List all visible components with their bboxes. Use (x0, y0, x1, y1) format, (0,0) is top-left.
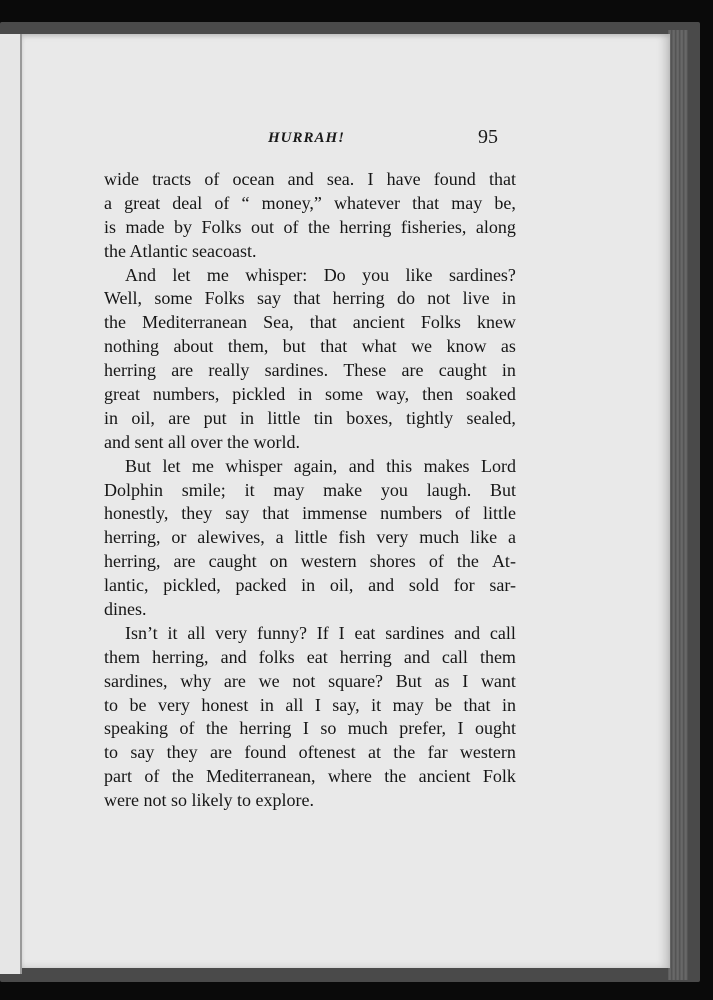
text-line: were not so likely to explore. (104, 790, 314, 811)
page-number: 95 (478, 126, 498, 148)
text-line: the Atlantic seacoast. (104, 240, 257, 261)
text-line: speaking of the herring I so much prefer, I ought (104, 718, 516, 739)
text-line: great numbers, pickled in some way, then soaked (104, 384, 516, 405)
page-stack-edge (668, 30, 688, 980)
text-line: But let me whisper again, and this makes Lord (125, 455, 516, 476)
text-line: dines. (104, 599, 147, 620)
text-line: And let me whisper: Do you like sardines? (125, 264, 516, 285)
text-line: to be very honest in all I say, it may be that in (104, 694, 516, 715)
text-line: Isn’t it all very funny? If I eat sardines and call (125, 622, 516, 643)
text-line: the Mediterranean Sea, that ancient Folks knew (104, 312, 516, 333)
text-line: nothing about them, but that what we know as (104, 336, 516, 357)
text-line: a great deal of “ money,” whatever that may be, (104, 192, 516, 213)
running-head (0, 126, 713, 150)
text-line: honestly, they say that immense numbers of little (104, 503, 516, 524)
text-line: in oil, are put in little tin boxes, tightly sealed, (104, 407, 516, 428)
text-line: and sent all over the world. (104, 431, 300, 452)
text-line: lantic, pickled, packed in oil, and sold for sar- (104, 575, 516, 596)
text-line: wide tracts of ocean and sea. I have found that (104, 169, 516, 189)
text-line: Dolphin smile; it may make you laugh. But (104, 479, 516, 500)
text-line: is made by Folks out of the herring fisheries, along (104, 216, 516, 237)
text-line: part of the Mediterranean, where the ancient Folk (104, 766, 516, 787)
text-line: herring, or alewives, a little fish very much like a (104, 527, 516, 548)
body-text (104, 168, 516, 813)
text-line: herring are really sardines. These are caught in (104, 360, 516, 381)
text-line: herring, are caught on western shores of the At- (104, 551, 516, 572)
running-title: HURRAH! (268, 130, 346, 146)
text-line: to say they are found oftenest at the far western (104, 742, 516, 763)
text-line: Well, some Folks say that herring do not live in (104, 288, 516, 309)
text-line: them herring, and folks eat herring and call them (104, 646, 516, 667)
facing-page-edge (0, 34, 22, 974)
text-line: sardines, why are we not square? But as I want (104, 670, 516, 691)
